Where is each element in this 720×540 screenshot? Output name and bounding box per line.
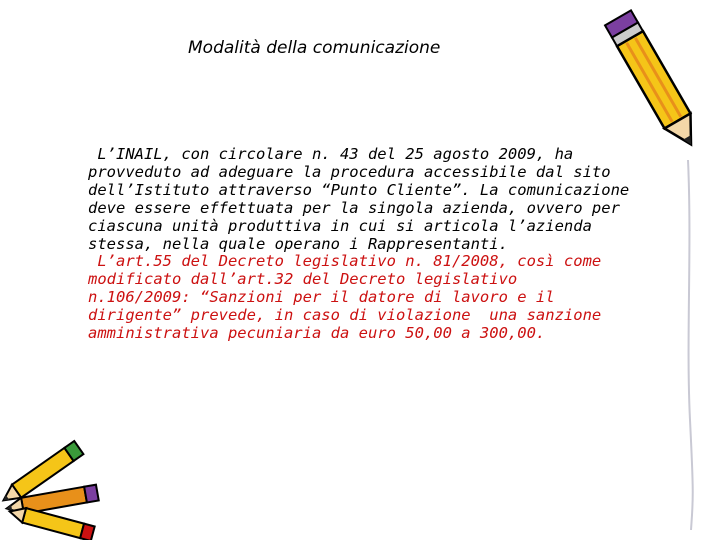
pencils-icon bbox=[0, 430, 110, 540]
body-line-highlight: n.106/2009: “Sanzioni per il datore di lavoro e il bbox=[88, 288, 555, 307]
body-line-highlight: dirigente” prevede, in caso di violazione una sanzione bbox=[88, 306, 602, 325]
body-line: provveduto ad adeguare la procedura accessibile dal sito bbox=[88, 162, 611, 181]
slide-body bbox=[88, 146, 668, 343]
body-line: L’INAIL, con circolare n. 43 del 25 agosto 2009, ha bbox=[88, 145, 574, 163]
pencil-icon bbox=[600, 2, 710, 162]
body-line: deve essere effettuata per la singola azienda, ovvero per bbox=[88, 198, 620, 217]
body-line: stessa, nella quale operano i Rappresentanti. bbox=[88, 234, 508, 253]
body-line: dell’Istituto attraverso “Punto Cliente”. La comunicazione bbox=[88, 180, 630, 199]
slide-title: Modalità della comunicazione bbox=[188, 38, 441, 58]
divider-line bbox=[684, 160, 696, 530]
body-line: ciascuna unità produttiva in cui si articola l’azienda bbox=[88, 216, 592, 235]
body-line-highlight: modificato dall’art.32 del Decreto legislativo bbox=[88, 270, 518, 289]
body-line-highlight: L’art.55 del Decreto legislativo n. 81/2008, così come bbox=[88, 252, 602, 271]
body-line-highlight: amministrativa pecuniaria da euro 50,00 a 300,00. bbox=[88, 324, 546, 343]
